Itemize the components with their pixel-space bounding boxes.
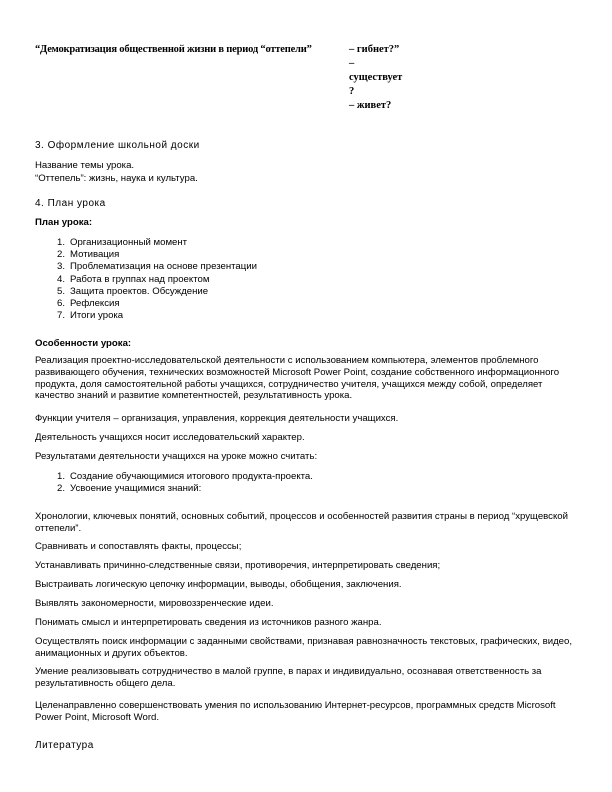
list-item-text: Создание обучающимися итогового продукта-проекта. bbox=[70, 471, 313, 482]
list-item-text: Итоги урока bbox=[70, 310, 124, 322]
features-paragraph-10: Понимать смысл и интерпретировать сведения из источников разного жанра. bbox=[35, 617, 382, 628]
list-item-text: Защита проектов. Обсуждение bbox=[70, 285, 209, 297]
list-item-text: Усвоение учащимися знаний: bbox=[70, 483, 202, 495]
list-item-number: 4. bbox=[56, 273, 65, 285]
features-paragraph-13: Целенаправленно совершенствовать умения по использованию Интернет-ресурсов, программных средств Microsoft Power Point, Microsoft Word. bbox=[35, 700, 556, 723]
list-item bbox=[56, 285, 257, 298]
features-paragraph-11: Осуществлять поиск информации с заданными свойствами, признавая равнозначность текстовых, графических, видео, анимационных и других объектов. bbox=[35, 636, 573, 659]
features-paragraph-6: Сравнивать и сопоставлять факты, процессы; bbox=[35, 541, 242, 552]
features-paragraph-3: Деятельность учащихся носит исследовательский характер. bbox=[35, 432, 305, 443]
list-item bbox=[56, 261, 257, 273]
list-item-number: 5. bbox=[56, 285, 65, 297]
features-title: Особенности урока: bbox=[35, 338, 132, 349]
plan-list bbox=[56, 237, 257, 322]
features-paragraph-1: Реализация проектно-исследовательской деятельности с использованием компьютера, элементов проблемного развивающего обучения, технических возможностей Microsoft Power Point, создание собственного информационного продукта, доля самостоятельной работы учащихся, сотрудничество учителя, учащихся между собой, определяет качество знаний и развитие компетентностей, результативность урока. bbox=[35, 355, 560, 402]
side-line-4: ? bbox=[349, 86, 355, 97]
list-item bbox=[56, 273, 257, 286]
features-paragraph-7: Устанавливать причинно-следственные связи, противоречия, интерпретировать сведения; bbox=[35, 560, 441, 571]
section4-heading: 4. План урока bbox=[35, 198, 106, 209]
list-item bbox=[56, 471, 313, 483]
list-item-text: Организационный момент bbox=[70, 237, 188, 248]
list-item-number: 2. bbox=[56, 483, 65, 495]
list-item-text: Проблематизация на основе презентации bbox=[70, 261, 257, 273]
header-title: “Демократизация общественной жизни в период “оттепели” bbox=[35, 44, 312, 55]
list-item-number: 3. bbox=[56, 261, 65, 273]
list-item-text: Мотивация bbox=[70, 249, 120, 261]
features-paragraph-5: Хронологии, ключевых понятий, основных событий, процессов и особенностей развития страны в период “хрущевской оттепели”. bbox=[35, 511, 568, 534]
list-item bbox=[56, 237, 257, 249]
literature-heading: Литература bbox=[35, 740, 94, 751]
list-item-number: 1. bbox=[56, 237, 65, 248]
board-line-1: Название темы урока. bbox=[35, 160, 135, 171]
list-item-number: 6. bbox=[56, 298, 65, 310]
list-item bbox=[56, 298, 257, 310]
side-line-2: – bbox=[349, 58, 355, 69]
side-line-1: – гибнет?” bbox=[349, 44, 400, 55]
side-line-3: существует bbox=[349, 72, 403, 83]
list-item bbox=[56, 483, 313, 495]
features-paragraph-4: Результатами деятельности учащихся на уроке можно считать: bbox=[35, 451, 318, 462]
features-paragraph-9: Выявлять закономерности, мировоззренческие идеи. bbox=[35, 598, 274, 609]
features-paragraph-8: Выстраивать логическую цепочку информации, выводы, обобщения, заключения. bbox=[35, 579, 402, 590]
list-item-text: Работа в группах над проектом bbox=[70, 273, 210, 285]
results-list bbox=[56, 471, 313, 495]
board-line-2: “Оттепель”: жизнь, наука и культура. bbox=[35, 173, 198, 184]
side-line-5: – живет? bbox=[349, 100, 392, 111]
plan-title: План урока: bbox=[35, 217, 93, 228]
features-paragraph-2: Функции учителя – организация, управления, коррекция деятельности учащихся. bbox=[35, 413, 399, 424]
list-item-number: 2. bbox=[56, 249, 65, 261]
list-item bbox=[56, 310, 257, 322]
list-item-number: 1. bbox=[56, 471, 65, 482]
features-paragraph-12: Умение реализовывать сотрудничество в малой группе, в парах и индивидуально, осознавая ответственность за результативность общего дела. bbox=[35, 666, 542, 689]
section3-heading: 3. Оформление школьной доски bbox=[35, 140, 200, 151]
list-item-text: Рефлексия bbox=[70, 298, 120, 310]
list-item bbox=[56, 249, 257, 261]
list-item-number: 7. bbox=[56, 310, 65, 322]
